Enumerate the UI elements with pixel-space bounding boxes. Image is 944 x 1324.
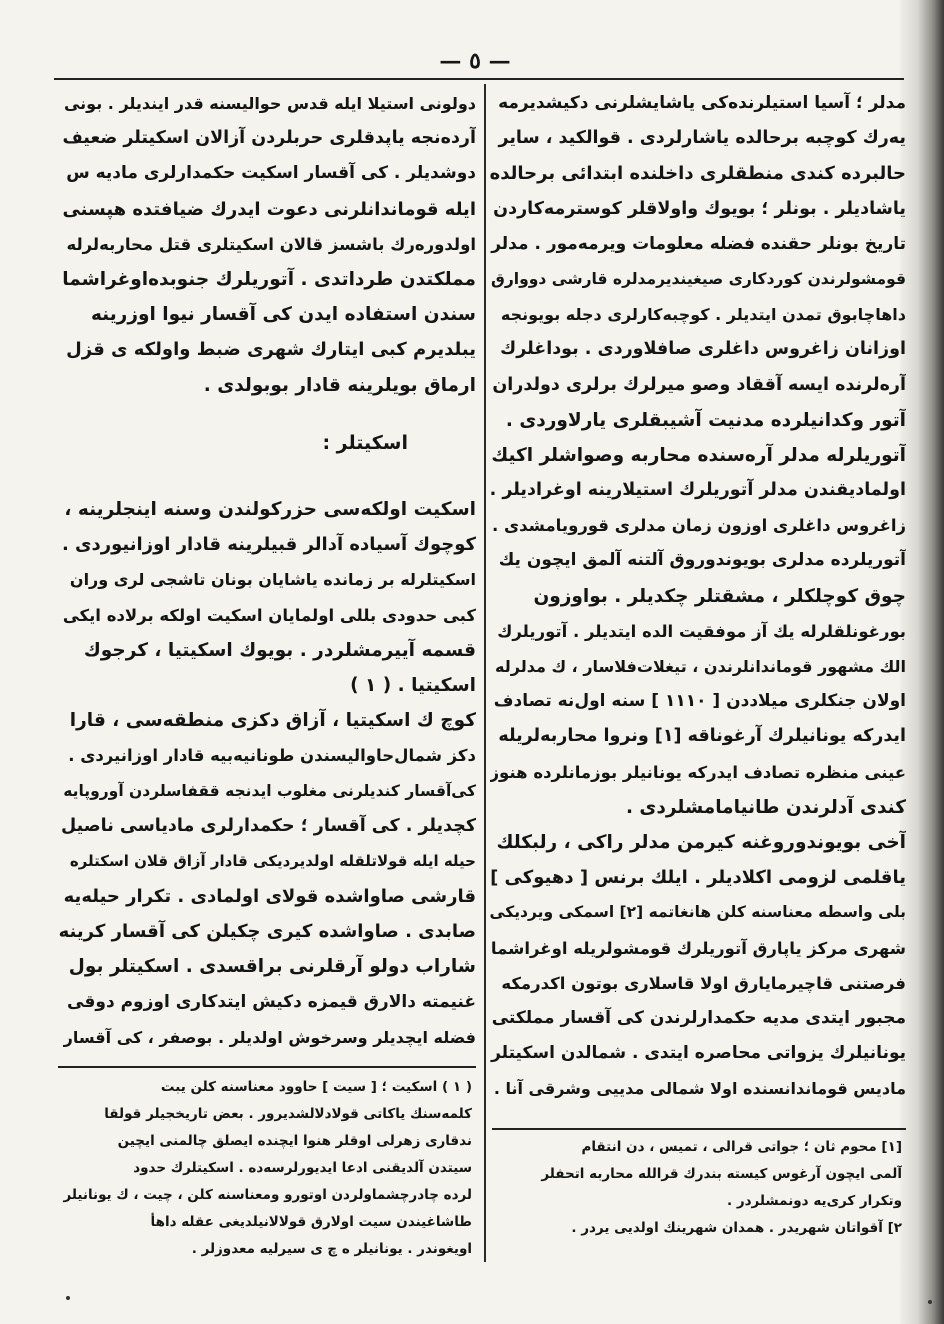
text-line: آرده‌نجه یاپدقلری حربلردن آزالان اسکیتلر ضعیف xyxy=(62,128,476,149)
text-line: شاراب دولو آرقلرنی براقسدی . اسکیتلر بول xyxy=(68,956,476,978)
text-line: مدلر ؛ آسیا استیلرنده‌کی یاشایشلرنی دکیشدیرمه‌ xyxy=(498,93,906,113)
text-line: اولان جنکلری میلاددن [ ١١١٠ ] سنه اول‌نه تصادف xyxy=(493,691,906,712)
text-line: یونانیلرك یزواتی محاصره ایتدی . شمالدن اسکیتلر xyxy=(491,1043,906,1064)
footnote-line: وتکرار کری‌یه دونمشلردر . xyxy=(727,1193,902,1209)
footnote-line: ( ١ ) اسکیت ؛ [ سیت ] حاوود معناسنه کلن یبت xyxy=(160,1079,472,1095)
text-line: بورغونلقلرله یك آز موفقیت الده ایتدیلر . آتوریلرك xyxy=(497,621,906,641)
footnote-line: [١] محوم ثان ؛ جواتی قرالی ، تمیس ، دن انتقام xyxy=(581,1139,902,1155)
page-edge-shadow xyxy=(900,0,944,1324)
text-line: سندن استفاده ایدن کی آقسار نیوا اوزرینه xyxy=(90,304,476,326)
section-heading: اسکیتلر : xyxy=(322,432,408,454)
text-line: یاقلمی لزومی اکلادیلر . ایلك برنس [ دهیوکی ] xyxy=(490,867,906,889)
footnote-line: اویغوندر . یونانیلر ه چ ی سیرلیه معدوزلر . xyxy=(191,1241,472,1257)
text-line: قسمه آییرمشلردر . بویوك اسکیتیا ، کرجوك xyxy=(83,639,476,661)
text-line: چوق کوچلکلر ، مشقتلر چکدیلر . بواوزون xyxy=(533,585,906,607)
text-line: اولدوره‌رك باشسز قالان اسکیتلری قتل محاربه‌لرله xyxy=(66,234,476,254)
text-line: یه‌رك کوچبه برحالده یاشارلردی . قوالکید ، سایر xyxy=(498,128,906,149)
text-line: ارماق بویلرینه قادار بوبولدی . xyxy=(203,374,476,396)
footnote-line: آلمی ایچون آرغوس کیسته بندرك قرالله محاربه اتحفلر xyxy=(541,1166,902,1182)
text-line: غنیمته دالارق قیمزه دکیش ایتدکاری اوزوم دوقی xyxy=(67,991,476,1012)
text-line: زاغروس داغلری اوزون زمان مدلری قورویامشدی . xyxy=(492,516,906,536)
text-line: داهاچابوق تمدن ایتدیلر . کوچبه‌کارلری دجله بویونجه xyxy=(500,305,906,325)
text-line: آره‌لرنده ایسه آققاد وصو میرلرك برلری دولدران xyxy=(492,374,906,395)
text-line: آتوریلرده مدلری بویوندوروق آلتنه آلمق ایچون یك xyxy=(498,550,906,571)
footnotes-right xyxy=(496,1134,902,1242)
footnote-rule-left xyxy=(58,1066,476,1068)
text-line: حالبرده کندی منطقلری داخلنده ابتدائی برحالده xyxy=(490,163,906,185)
text-line: فرصتنی قاچیرمایارق اولا قاسلاری بوتون اکدرمکه xyxy=(501,973,906,993)
text-line: قارشی صاواشده قولای اولمادی . تکرار حیله‌یه xyxy=(63,886,476,908)
left-column xyxy=(58,86,476,403)
text-line: کی‌آقسار کندیلرنی مغلوب ایدنجه ققفاسلردن آوروپایه xyxy=(63,781,476,800)
text-line: مملکتدن طرداتدی . آتوریلرك جنوبده‌اوغراشما xyxy=(62,268,476,290)
text-line: بلی واسطه معناسنه کلن هانغاتمه [٢] اسمکی ویردیکی xyxy=(490,903,906,922)
text-line: قومشولرندن کوردکاری صیغیندیرمدلره قارشی دووارق xyxy=(491,269,906,288)
text-line: کوچوك آسیاده آدالر قبیلرینه قادار اوزانیوردی . xyxy=(61,534,476,556)
footnotes-left xyxy=(62,1074,472,1263)
header-rule xyxy=(54,78,904,80)
footnote-line: کلمه‌سنك یاکاتی قولادلالشدیرور . بعض تاریخجیلر قولقا xyxy=(104,1106,472,1122)
text-line: آخی بویوندوروغنه کیرمن مدلر راکی ، رلبکلك xyxy=(496,831,906,853)
text-line: حیله ایله قولاتلقله اولدیردیکی قادار آزاق قلان اسکتلره xyxy=(69,851,476,870)
footnote-line: لرده چادرچشماولردن اوتورو ومعناسنه کلن ، چیت ، ك یونانیلر xyxy=(63,1187,472,1203)
footnote-line: طاشاغیندن سیت اولارق قولالانیلدیغی عقله داهأ xyxy=(150,1214,472,1230)
text-line: ایله قوماندانلرنی دعوت ایدرك ضیافتده هپسنی xyxy=(62,198,476,220)
text-line: شهری مرکز یاپارق آتوریلرك قومشولریله اوغراشما xyxy=(490,938,906,958)
footnote-rule-right xyxy=(492,1128,906,1130)
text-line: فضله ایچدیلر وسرخوش اولدیلر . بوصفر ، کی آقسار xyxy=(63,1027,476,1047)
text-line: یبلدیرم کبی ایتارك شهری ضبط واولکه ی قزل xyxy=(66,339,476,361)
text-line: ایدرکه یونانیلرك آرغوناقه [١] ونروا محاربه‌لریله xyxy=(498,726,906,747)
text-line: کبی حدودی بللی اولمایان اسکیت اولکه برلاده ایکی xyxy=(62,605,476,625)
page-number: — ٥ — xyxy=(439,48,511,74)
footnote-line: سیتدن آلدیقنی ادعا ایدیورلرسه‌ده . اسکیتلرك حدود xyxy=(133,1160,472,1176)
text-line: اسکیتیا . ( ١ ) xyxy=(350,674,476,696)
text-line: الك مشهور قوماندانلرندن ، تیغلات‌فلاسار ، ك مدلرله xyxy=(495,657,906,676)
text-line: دکز شمال‌حاوالیسندن طونانیه‌بیه قادار اوزانیردی . xyxy=(68,746,476,766)
right-column xyxy=(490,86,906,1106)
text-line: اولمادیقندن مدلر آتوریلرك استیلارینه اوغرادیلر . xyxy=(490,480,906,501)
text-line: آتوریلرله مدلر آره‌سنده محاربه وصواشلر اکیك xyxy=(491,444,906,466)
text-line: کچدیلر . کی آقسار ؛ حکمدارلری مادیاسی ناصیل xyxy=(60,815,476,836)
footnote-line: ندقاری زهرلی اوقلر هنوا ایچنده ایصلق چالمنی ایچین xyxy=(117,1133,472,1149)
text-line: دولونی استیلا ایله قدس حوالیسنه قدر ایندیلر . بونی xyxy=(63,94,476,113)
footnote-line: ٢] آقواتان شهریدر . همدان شهرینك اولدیی یردر . xyxy=(571,1220,902,1236)
text-line: صابدی . صاواشده کیری چکیلن کی آقسار کرینه xyxy=(58,921,476,943)
column-divider xyxy=(484,84,486,1262)
text-line: مادیس قوماندانسنده اولا شمالی مدییی وشرقی آنا . xyxy=(493,1079,906,1099)
text-line: اوزانان زاغروس داغلری صافلاوردی . بوداغلرك xyxy=(500,339,906,360)
text-line: آتور وکدانیلرده مدنیت آشیبقلری یارلاوردی . xyxy=(505,409,906,431)
text-line: کوچ ك اسکیتیا ، آزاق دکزی منطقه‌سی ، قارا xyxy=(69,710,476,732)
text-line: تاریخ بونلر حقنده فضله معلومات ویرمه‌مور . مدلر xyxy=(491,233,906,254)
text-line: اسکیت اولکه‌سی حزرکولندن وسنه اینجلرینه ، xyxy=(64,499,476,520)
left-column-section xyxy=(58,492,476,1055)
print-speck xyxy=(66,1296,70,1300)
print-speck xyxy=(928,1300,932,1304)
text-line: کندی آدلرندن طانیامامشلردی . xyxy=(625,796,906,818)
text-line: مجبور ایتدی مدیه حکمدارلرندن کی آقسار مملکتی xyxy=(491,1007,906,1028)
text-line: عینی منظره تصادف ایدرکه یونانیلر بوزمانلرده هنوز xyxy=(490,762,906,782)
text-line: یاشادیلر . بونلر ؛ بویوك واولاقلر کوسترمه‌کاردن xyxy=(493,198,906,219)
text-line: اسکیتلرله بر زمانده یاشایان بونان تاشجی لری وران xyxy=(69,570,476,590)
text-line: دوشدیلر . کی آقسار اسکیت حکمدارلری مادیه س xyxy=(66,163,476,184)
